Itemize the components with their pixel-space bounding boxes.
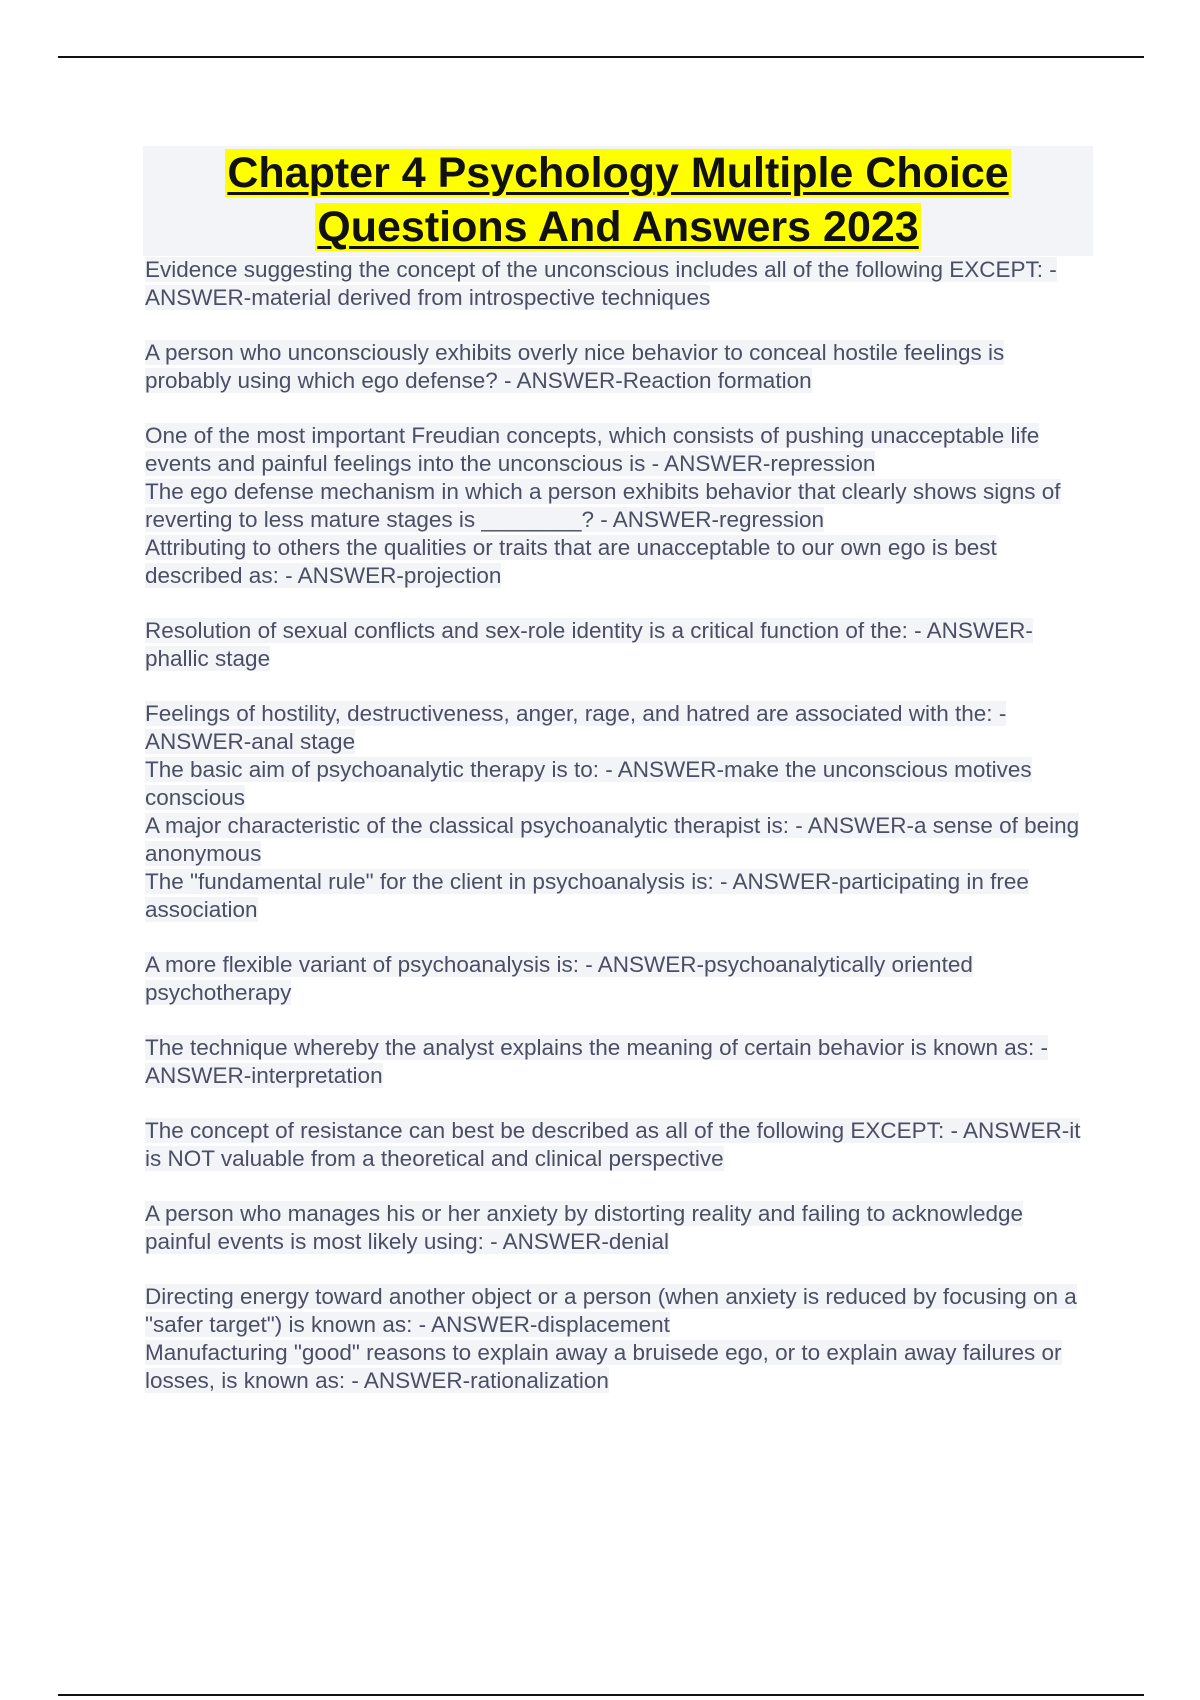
document-title: [143, 146, 1093, 256]
qa-entry: [145, 868, 1095, 924]
qa-entry: [145, 617, 1095, 673]
qa-text: A more flexible variant of psychoanalysis is: - ANSWER-psychoanalytically oriented psychotherapy: [145, 952, 973, 1005]
qa-list: [145, 256, 1095, 1395]
qa-entry: [145, 1034, 1095, 1090]
qa-entry: [145, 256, 1095, 312]
title-line-1: Chapter 4 Psychology Multiple Choice: [227, 149, 1009, 197]
qa-text: Attributing to others the qualities or traits that are unacceptable to our own ego is best described as: - ANSWER-projection: [145, 535, 997, 588]
qa-entry: [145, 1117, 1095, 1173]
qa-entry: [145, 339, 1095, 395]
top-rule: [58, 56, 1144, 58]
qa-entry: [145, 812, 1095, 868]
qa-entry: [145, 700, 1095, 756]
title-line-2: Questions And Answers 2023: [317, 203, 919, 251]
qa-entry: [145, 1283, 1095, 1339]
qa-text: Manufacturing "good" reasons to explain away a bruisede ego, or to explain away failures or losses, is known as: - ANSWER-rationalization: [145, 1340, 1062, 1393]
qa-text: Resolution of sexual conflicts and sex-role identity is a critical function of the: - ANSWER-phallic stage: [145, 618, 1033, 671]
qa-text: The basic aim of psychoanalytic therapy is to: - ANSWER-make the unconscious motives conscious: [145, 757, 1032, 810]
qa-text: A person who unconsciously exhibits overly nice behavior to conceal hostile feelings is probably using which ego defense? - ANSWER-Reaction formation: [145, 340, 1005, 393]
qa-text: A person who manages his or her anxiety by distorting reality and failing to acknowledge painful events is most likely using: - ANSWER-denial: [145, 1201, 1024, 1254]
qa-text: The ego defense mechanism in which a person exhibits behavior that clearly shows signs of reverting to less mature stages is ________? - ANSWER-regression: [145, 479, 1061, 532]
qa-entry: [145, 422, 1095, 478]
qa-text: The concept of resistance can best be described as all of the following EXCEPT: - ANSWER-it is NOT valuable from a theoretical and clinical perspective: [145, 1118, 1081, 1171]
qa-entry: [145, 1339, 1095, 1395]
qa-text: Directing energy toward another object or a person (when anxiety is reduced by focusing on a "safer target") is known as: - ANSWER-displacement: [145, 1284, 1077, 1337]
qa-entry: [145, 756, 1095, 812]
qa-text: Feelings of hostility, destructiveness, anger, rage, and hatred are associated with the: - ANSWER-anal stage: [145, 701, 1007, 754]
qa-entry: [145, 478, 1095, 534]
qa-text: One of the most important Freudian concepts, which consists of pushing unacceptable life events and painful feelings into the unconscious is - ANSWER-repression: [145, 423, 1040, 476]
qa-text: Evidence suggesting the concept of the unconscious includes all of the following EXCEPT: - ANSWER-material derived from introspective techniques: [145, 257, 1057, 310]
qa-entry: [145, 951, 1095, 1007]
qa-text: The technique whereby the analyst explains the meaning of certain behavior is known as: - ANSWER-interpretation: [145, 1035, 1049, 1088]
qa-entry: [145, 1200, 1095, 1256]
qa-text: The "fundamental rule" for the client in psychoanalysis is: - ANSWER-participating in free association: [145, 869, 1029, 922]
qa-text: A major characteristic of the classical psychoanalytic therapist is: - ANSWER-a sense of being anonymous: [145, 813, 1080, 866]
bottom-rule: [58, 1694, 1144, 1696]
qa-entry: [145, 534, 1095, 590]
